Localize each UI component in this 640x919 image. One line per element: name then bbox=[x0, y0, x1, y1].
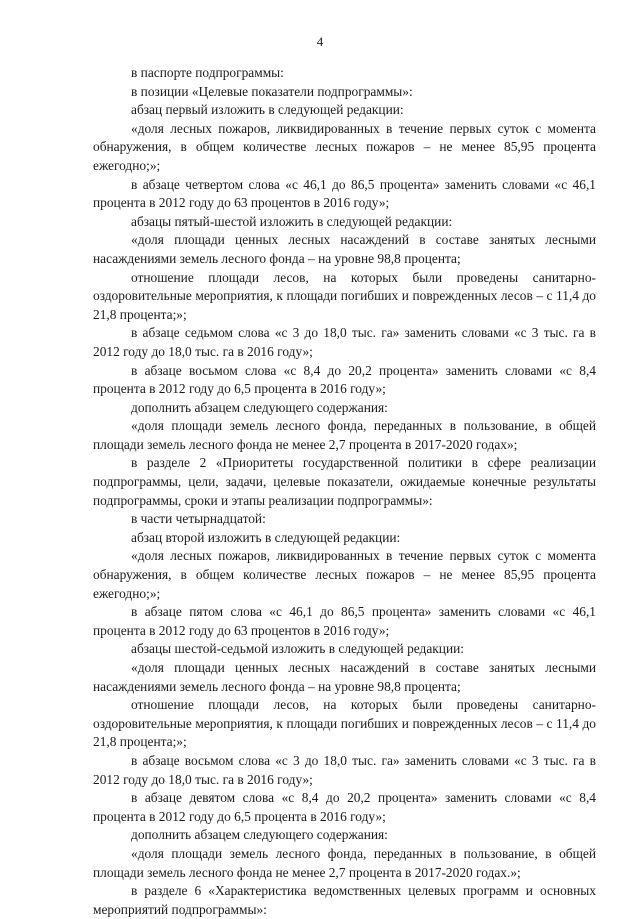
paragraph: в паспорте подпрограммы: bbox=[131, 65, 284, 80]
paragraph: в абзаце пятом слова «с 46,1 до 86,5 процента» заменить словами «с 46,1 процента в 2012 году до 63 процентов в 2016 году»; bbox=[93, 604, 596, 638]
paragraph: в разделе 2 «Приоритеты государственной политики в сфере реализации подпрограммы, цели, задачи, целевые показатели, ожидаемые конечные результаты подпрограммы, сроки и этапы реализации подпрограммы»: bbox=[93, 455, 596, 508]
paragraph: в абзаце девятом слова «с 8,4 до 20,2 процента» заменить словами «с 8,4 процента в 2012 году до 6,5 процента в 2016 году»; bbox=[93, 790, 596, 824]
paragraph: «доля площади земель лесного фонда, переданных в пользование, в общей площади земель лесного фонда не менее 2,7 процента в 2017-2020 годах»; bbox=[93, 418, 596, 452]
paragraph: дополнить абзацем следующего содержания: bbox=[131, 399, 388, 415]
paragraph: в абзаце четвертом слова «с 46,1 до 86,5 процента» заменить словами «с 46,1 процента в 2012 году до 63 процентов в 2016 году»; bbox=[93, 176, 596, 211]
paragraph: отношение площади лесов, на которых были проведены санитарно-оздоровительные мероприятия, к площади погибших и поврежденных лесов – с 11,4 до 21,8 процента;»; bbox=[93, 697, 596, 750]
paragraph: в абзаце восьмом слова «с 3 до 18,0 тыс. га» заменить словами «с 3 тыс. га в 2012 году до 18,0 тыс. га в 2016 году»; bbox=[93, 752, 596, 787]
paragraph: в разделе 6 «Характеристика ведомственных целевых программ и основных мероприятий подпрограммы»: bbox=[93, 883, 596, 917]
page-number: 4 bbox=[316, 34, 324, 49]
paragraph: «доля площади ценных лесных насаждений в составе занятых лесными насаждениями земель лесного фонда – на уровне 98,8 процента; bbox=[93, 660, 596, 694]
paragraph: «доля лесных пожаров, ликвидированных в течение первых суток с момента обнаружения, в общем количестве лесных пожаров – не менее 85,95 процента ежегодно;»; bbox=[93, 548, 596, 601]
paragraph: в абзаце седьмом слова «с 3 до 18,0 тыс. га» заменить словами «с 3 тыс. га в 2012 году до 18,0 тыс. га в 2016 году»; bbox=[93, 325, 596, 359]
paragraph: «доля лесных пожаров, ликвидированных в течение первых суток с момента обнаружения, в общем количестве лесных пожаров – не менее 85,95 процента ежегодно;»; bbox=[93, 120, 596, 173]
paragraph: в позиции «Целевые показатели подпрограммы»: bbox=[131, 83, 413, 99]
paragraph: отношение площади лесов, на которых были проведены санитарно-оздоровительные мероприятия, к площади погибших и поврежденных лесов – с 11,4 до 21,8 процента;»; bbox=[93, 269, 596, 322]
paragraph: абзацы пятый-шестой изложить в следующей редакции: bbox=[131, 213, 453, 229]
paragraph: дополнить абзацем следующего содержания: bbox=[131, 827, 388, 843]
paragraph: в части четырнадцатой: bbox=[131, 511, 266, 527]
document-body bbox=[93, 64, 596, 919]
paragraph: абзацы шестой-седьмой изложить в следующей редакции: bbox=[131, 641, 465, 657]
paragraph: в абзаце восьмом слова «с 8,4 до 20,2 процента» заменить словами «с 8,4 процента в 2012 году до 6,5 процента в 2016 году»; bbox=[93, 362, 596, 397]
paragraph: абзац второй изложить в следующей редакции: bbox=[131, 529, 401, 545]
paragraph: абзац первый изложить в следующей редакции: bbox=[131, 102, 404, 118]
paragraph: «доля площади ценных лесных насаждений в составе занятых лесными насаждениями земель лесного фонда – на уровне 98,8 процента; bbox=[93, 232, 596, 266]
paragraph: «доля площади земель лесного фонда, переданных в пользование, в общей площади земель лесного фонда не менее 2,7 процента в 2017-2020 годах.»; bbox=[93, 845, 596, 880]
